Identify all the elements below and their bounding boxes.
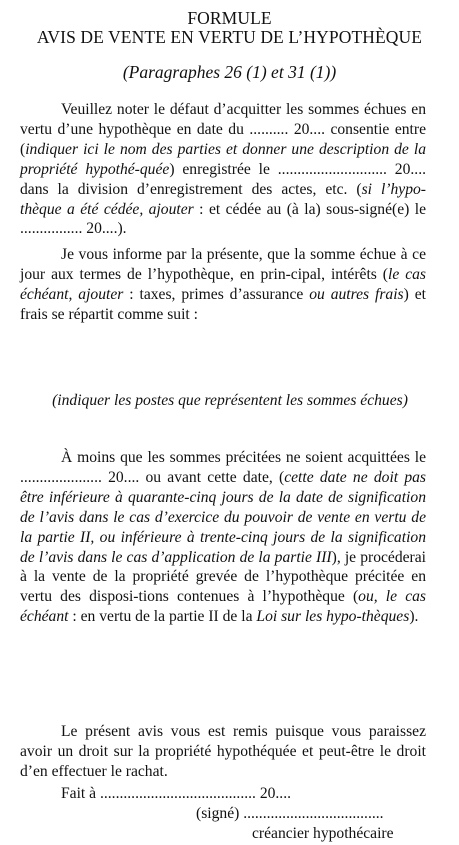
form-label: FORMULE — [187, 8, 272, 28]
paragraph-instruction: ou autres frais — [309, 285, 404, 303]
paragraph-instruction: cette date ne doit pas être inférieure à quarante-cinq jours de la date de signification de l’avis dans le cas d’exercice du pouvoir de vente en vertu de la partie II, ou inférieure à trente-cinq jours de la signification de l’avis dans le cas d’application de la partie III — [20, 468, 426, 566]
paragraph-text: ) et frais se répartit comme suit : — [20, 285, 426, 323]
paragraph-instruction: ou, le cas échéant — [20, 588, 426, 626]
paragraph-text: ), je procéderai à la vente de la propriété grevée de l’hypothèque précitée en vertu des disposi-tions contenues à l’hypothèque ( — [20, 548, 426, 606]
paragraph-text: Veuillez noter le défaut d’acquitter les sommes échues en vertu d’une hypothèque en date du .......... 20.... consentie entre ( — [20, 101, 426, 158]
paragraph-text: : taxes, primes d’assurance — [123, 285, 310, 303]
paragraph-redemption-right — [20, 722, 426, 782]
place-date-line: Fait à ........................................ 20.... — [61, 785, 292, 802]
paragraph-text: À moins que les sommes précitées ne soient acquittées le ..................... 20.... ou avant cette date, ( — [20, 449, 426, 486]
paragraph-instruction: le cas échéant, ajouter — [20, 265, 426, 303]
paragraph-text: Je vous informe par la présente, que la somme échue à ce jour aux termes de l’hypothèque, en prin-cipal, intérêts ( — [20, 246, 426, 283]
form-subtitle: (Paragraphes 26 (1) et 31 (1)) — [122, 62, 337, 82]
signatory-role: créancier hypothécaire — [252, 825, 394, 842]
paragraph-default-notice — [20, 100, 426, 239]
paragraph-sale-warning — [20, 448, 426, 627]
form-title: AVIS DE VENTE EN VERTU DE L’HYPOTHÈQUE — [36, 27, 423, 47]
paragraph-text: ). — [409, 608, 419, 626]
paragraph-text: Le présent avis vous est remis puisque vous paraissez avoir un droit sur la propriété hypothéquée et peut-être le droit d’en effectuer le rachat. — [20, 723, 426, 780]
paragraph-amount-due — [20, 245, 426, 325]
paragraph-text: ) enregistrée le ............................ 20.... dans la division d’enregistrement des actes, etc. ( — [20, 160, 426, 198]
paragraph-text: : en vertu de la partie II de la — [68, 608, 257, 626]
statute-title: Loi sur les hypo-thèques — [256, 608, 410, 626]
itemization-note: (indiquer les postes que représentent les sommes échues) — [52, 392, 408, 409]
paragraph-instruction: si l’hypo-thèque a été cédée, ajouter — [20, 180, 426, 218]
paragraph-instruction: indiquer ici le nom des parties et donner une description de la propriété hypothé-quée — [20, 140, 426, 178]
paragraph-text: : et cédée au (à la) sous-signé(e) le ................ 20....). — [20, 200, 427, 238]
signature-line: (signé) .................................... — [196, 805, 384, 822]
